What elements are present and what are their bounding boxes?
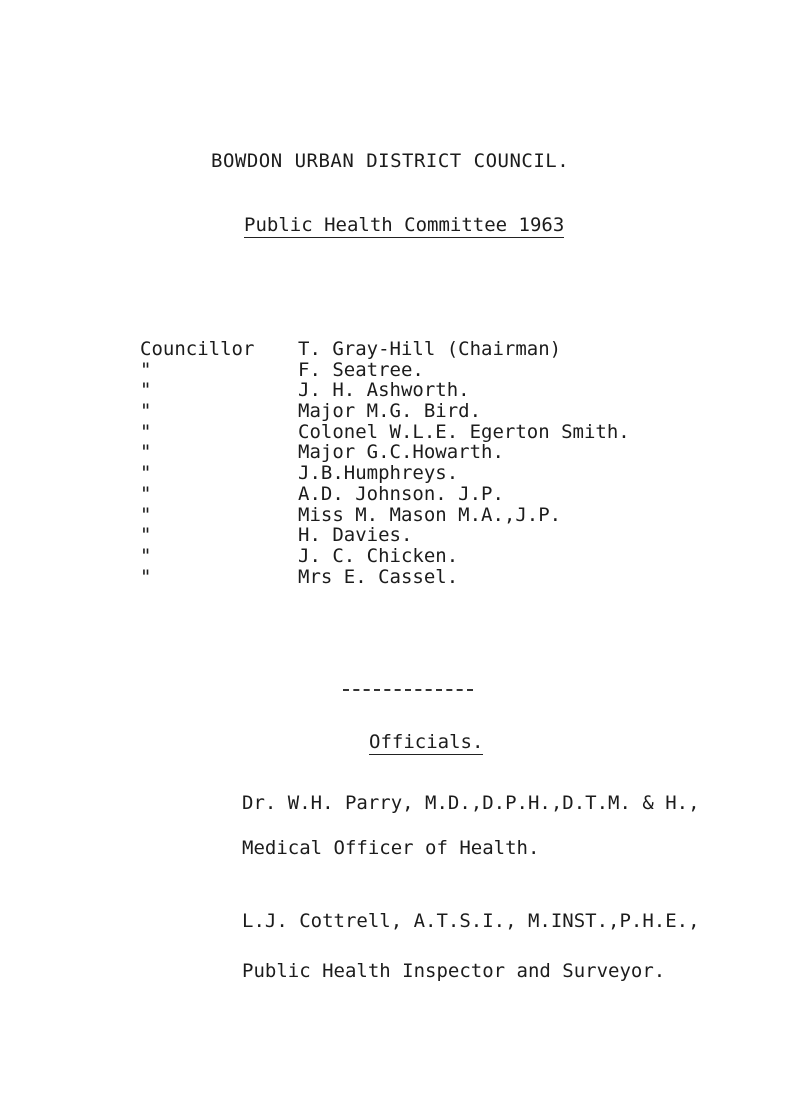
member-role: "	[140, 524, 152, 547]
member-role: "	[140, 462, 152, 485]
member-row	[140, 422, 630, 443]
member-row	[140, 463, 630, 484]
council-title: BOWDON URBAN DISTRICT COUNCIL.	[211, 150, 570, 172]
member-name: T. Gray-Hill (Chairman)	[298, 338, 562, 360]
member-role: "	[140, 379, 152, 402]
member-role: "	[140, 544, 152, 567]
member-name: J. C. Chicken.	[298, 544, 459, 567]
member-name: Major M.G. Bird.	[298, 400, 482, 423]
member-role: Councillor	[140, 338, 255, 360]
member-name: J. H. Ashworth.	[298, 379, 470, 402]
member-role: "	[140, 400, 152, 423]
member-row	[140, 567, 630, 588]
member-list	[140, 339, 630, 587]
member-row	[140, 380, 630, 401]
member-row	[140, 401, 630, 422]
member-role: "	[140, 358, 152, 381]
member-name: Mrs E. Cassel.	[298, 565, 459, 588]
member-name: H. Davies.	[298, 524, 413, 547]
member-role: "	[140, 565, 152, 588]
member-name: Miss M. Mason M.A.,J.P.	[298, 503, 562, 526]
member-role: "	[140, 503, 152, 526]
member-row	[140, 525, 630, 546]
official-name: Dr. W.H. Parry, M.D.,D.P.H.,D.T.M. & H.,	[242, 792, 700, 814]
member-role: "	[140, 420, 152, 443]
official-name: L.J. Cottrell, A.T.S.I., M.INST.,P.H.E.,	[242, 910, 700, 932]
member-row	[140, 360, 630, 381]
member-row	[140, 442, 630, 463]
member-role: "	[140, 441, 152, 464]
member-row	[140, 339, 630, 360]
committee-heading: Public Health Committee 1963	[244, 214, 565, 236]
member-row	[140, 484, 630, 505]
member-name: F. Seatree.	[298, 358, 424, 381]
member-name: J.B.Humphreys.	[298, 462, 459, 485]
member-name: Colonel W.L.E. Egerton Smith.	[298, 420, 630, 443]
member-name: Major G.C.Howarth.	[298, 441, 504, 464]
member-row	[140, 505, 630, 526]
member-role: "	[140, 482, 152, 505]
officials-heading: Officials.	[369, 731, 484, 753]
official-title: Public Health Inspector and Surveyor.	[242, 960, 666, 982]
member-row	[140, 546, 630, 567]
member-name: A.D. Johnson. J.P.	[298, 482, 504, 505]
official-title: Medical Officer of Health.	[242, 837, 540, 859]
section-divider	[343, 689, 473, 691]
